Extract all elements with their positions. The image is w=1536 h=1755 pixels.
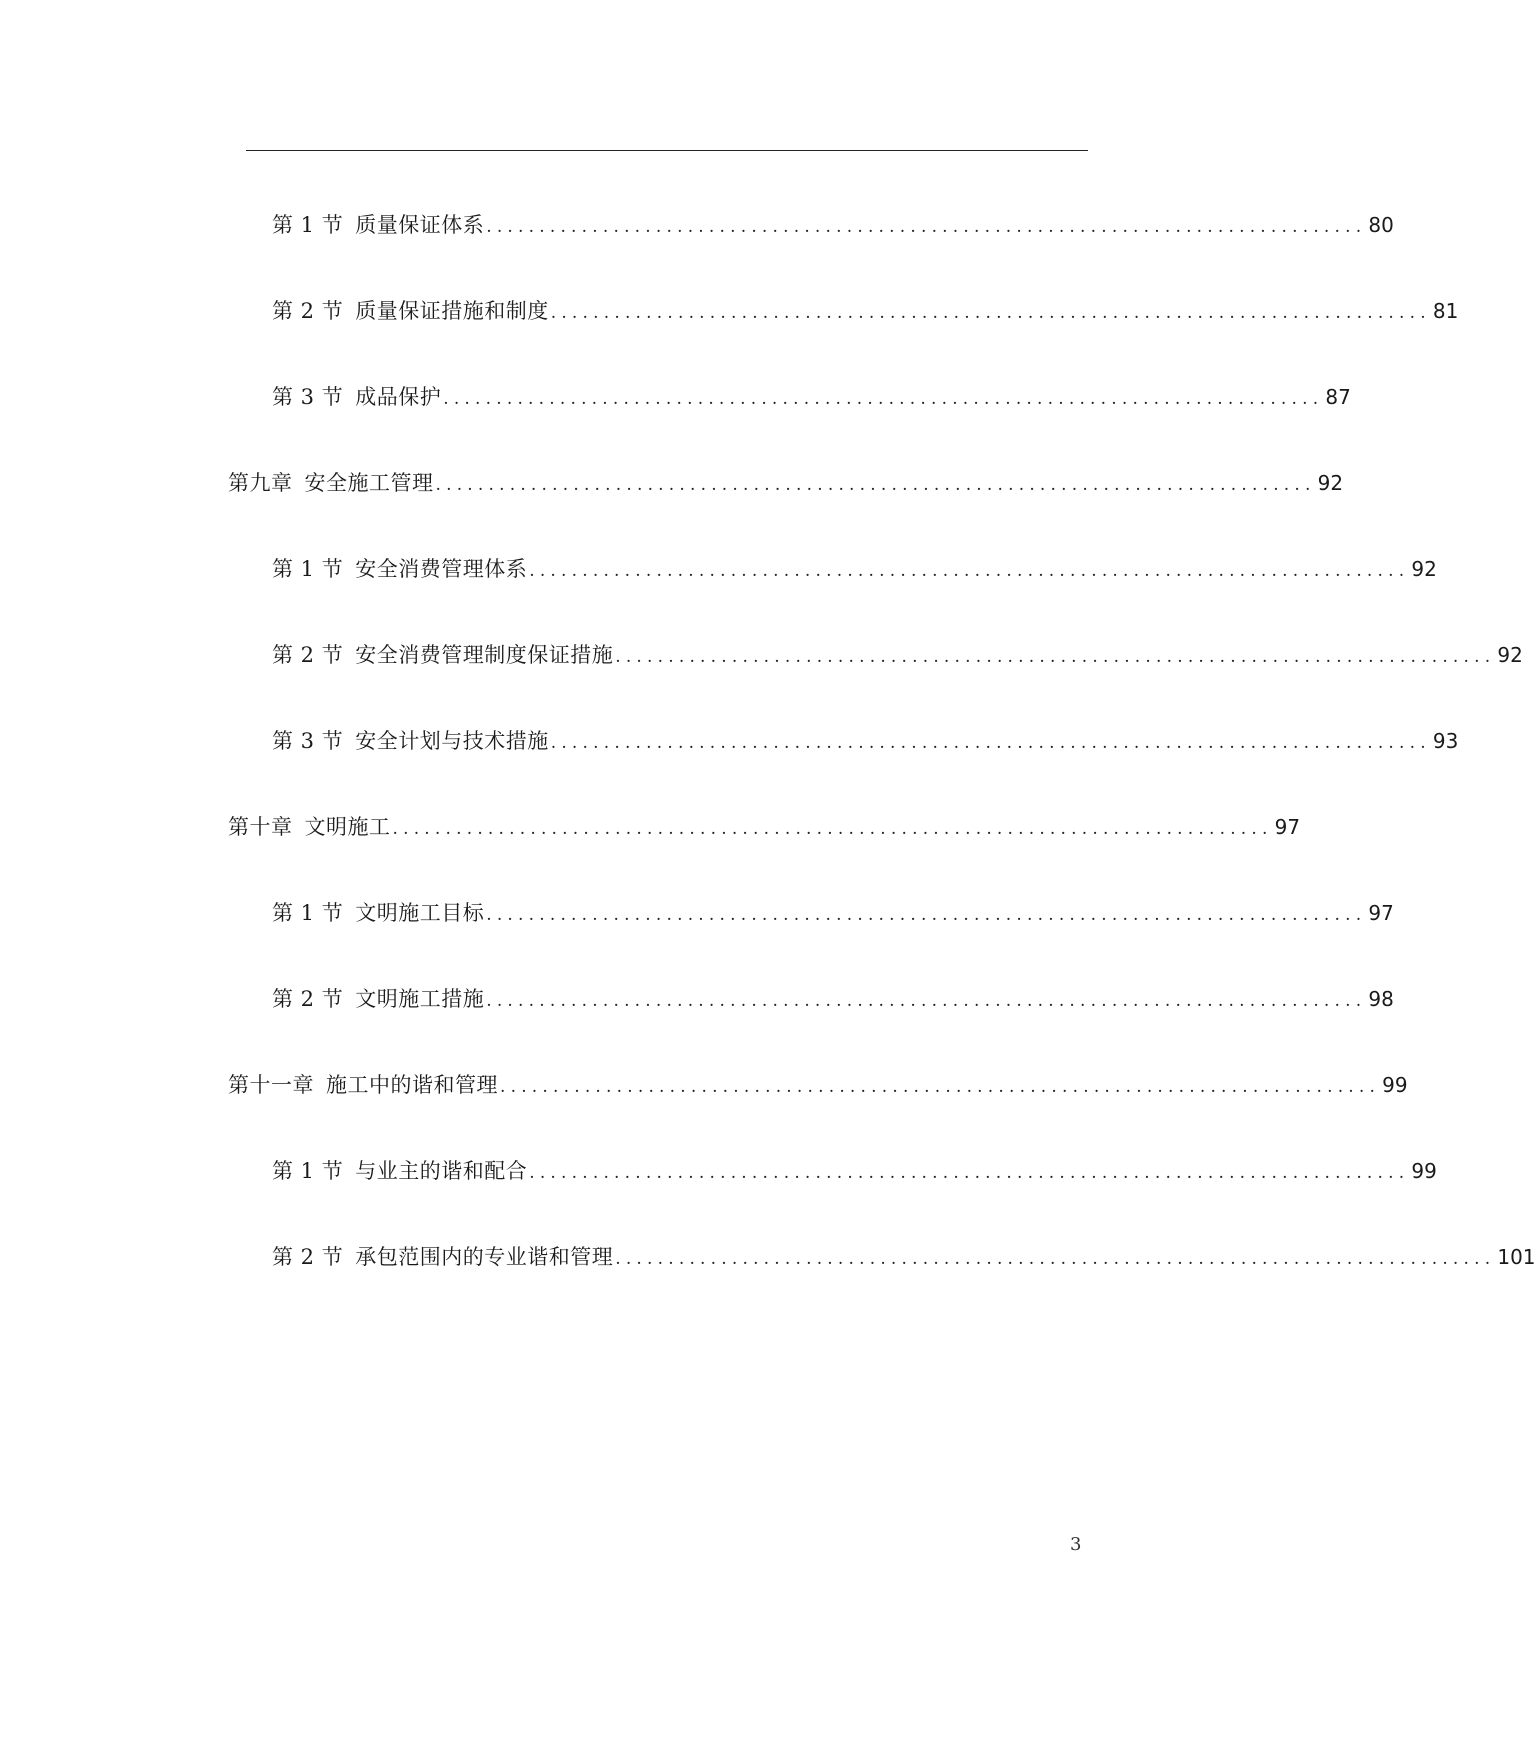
toc-entry-page: 93 [1432,729,1459,753]
toc-entry-page: 98 [1368,987,1394,1011]
toc-dot-leader: ................................................................................... [443,389,1324,409]
toc-entry-page: 81 [1432,299,1459,323]
toc-dot-leader: ................................................................................... [392,819,1273,839]
toc-dot-leader: ................................................................................... [486,905,1367,925]
toc-dot-leader: ................................................................................... [486,991,1367,1011]
toc-entry-title [272,296,549,326]
toc-entry-text: 安全施工管理 [304,471,434,495]
toc-entry-title [272,382,441,412]
toc-entry-text: 安全消费管理制度保证措施 [355,643,614,667]
toc-entry-text: 施工中的谐和管理 [326,1073,498,1097]
toc-entry-text: 承包范围内的专业谐和管理 [355,1245,614,1269]
toc-entry-prefix: 第 2 节 [272,987,344,1011]
toc-entry-prefix: 第 3 节 [272,729,344,753]
toc-entry-page: 92 [1497,643,1523,667]
toc-entry[interactable] [272,984,1394,1014]
toc-entry[interactable] [228,1070,1408,1100]
toc-entry-page: 97 [1368,901,1394,925]
toc-entry-title [272,984,484,1014]
page-number: 3 [1070,1534,1082,1555]
toc-entry-title [272,640,613,670]
toc-entry-page: 97 [1274,815,1301,839]
toc-dot-leader: ................................................................................... [500,1077,1381,1097]
toc-entry[interactable] [272,554,1437,584]
toc-entry-text: 安全计划与技术措施 [355,729,549,753]
toc-entry-page: 92 [1317,471,1344,495]
toc-entry[interactable] [272,640,1523,670]
toc-entry-title [272,1156,527,1186]
toc-entry-prefix: 第 3 节 [272,385,344,409]
toc-entry-page: 80 [1368,213,1394,237]
toc-entry-page: 92 [1411,557,1437,581]
toc-entry-prefix: 第 2 节 [272,299,344,323]
toc-entry[interactable] [272,726,1459,756]
toc-entry-page: 87 [1325,385,1351,409]
toc-entry-prefix: 第 2 节 [272,1245,344,1269]
toc-dot-leader: ................................................................................... [550,303,1431,323]
toc-entry[interactable] [272,1242,1536,1272]
toc-entry[interactable] [272,1156,1437,1186]
toc-entry-page: 99 [1382,1073,1408,1097]
toc-entry-text: 与业主的谐和配合 [355,1159,528,1183]
toc-entry-prefix: 第十一章 [228,1073,314,1097]
toc-entry-title [228,1070,498,1100]
toc-entry[interactable] [272,898,1394,928]
toc-entry-title [272,726,549,756]
toc-dot-leader: ................................................................................... [529,561,1410,581]
toc-dot-leader: ................................................................................... [615,647,1496,667]
toc-entry-prefix: 第十章 [228,815,293,839]
toc-dot-leader: ................................................................................... [550,733,1431,753]
toc-entry-title [228,468,434,498]
toc-entry-title [272,898,484,928]
toc-entry[interactable] [228,468,1344,498]
toc-entry[interactable] [272,210,1394,240]
toc-dot-leader: ................................................................................... [529,1163,1410,1183]
toc-entry-page: 101 [1497,1245,1536,1269]
toc-entry-title [272,210,484,240]
toc-entry-prefix: 第 1 节 [272,557,344,581]
toc-entry-text: 安全消费管理体系 [355,557,528,581]
toc-entry-prefix: 第 1 节 [272,213,344,237]
toc-dot-leader: ................................................................................... [486,217,1367,237]
toc-entry[interactable] [272,382,1351,412]
toc-entry-text: 文明施工 [304,815,391,839]
toc-dot-leader: ................................................................................... [435,475,1316,495]
toc-entry-page: 99 [1411,1159,1437,1183]
toc-entry-text: 成品保护 [355,385,442,409]
toc-entry-title [272,1242,613,1272]
toc-entry-prefix: 第九章 [228,471,293,495]
toc-entry-title [272,554,527,584]
toc-entry[interactable] [272,296,1459,326]
toc-entry-text: 文明施工措施 [355,987,485,1011]
toc-entry-prefix: 第 1 节 [272,1159,344,1183]
toc-entry-text: 文明施工目标 [355,901,485,925]
toc-entry-prefix: 第 2 节 [272,643,344,667]
toc-entry[interactable] [228,812,1301,842]
toc-entry-prefix: 第 1 节 [272,901,344,925]
toc-entry-title [228,812,391,842]
toc-entry-text: 质量保证措施和制度 [355,299,549,323]
toc-entry-text: 质量保证体系 [355,213,485,237]
toc-dot-leader: ................................................................................... [615,1249,1496,1269]
